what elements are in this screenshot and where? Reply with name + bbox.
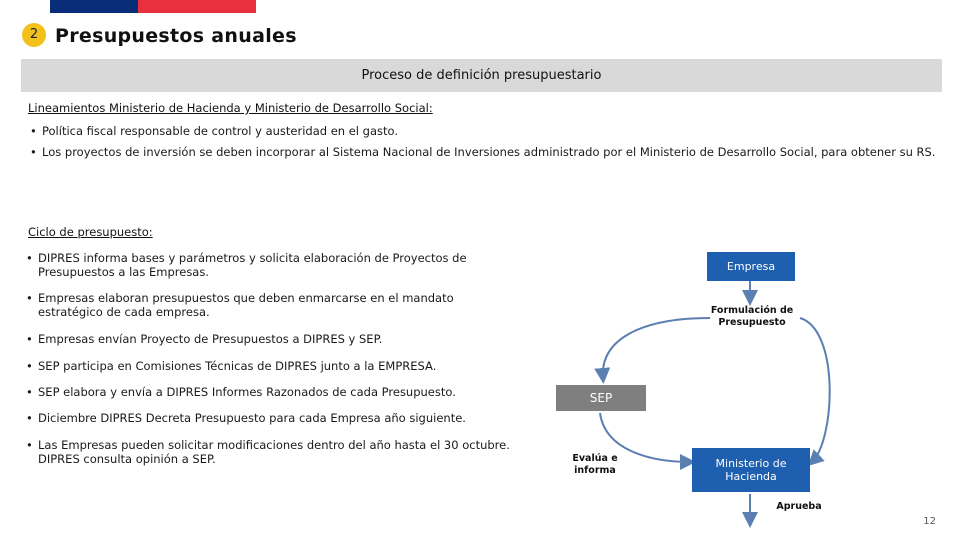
ministerio-box: Ministerio de Hacienda [692, 448, 810, 492]
section-number-badge: 2 [22, 23, 46, 47]
aprueba-label: Aprueba [776, 501, 822, 512]
page-title: Presupuestos anuales [55, 25, 297, 47]
cycle-bullet: • Diciembre DIPRES Decreta Presupuesto para cada Empresa año siguiente. [26, 411, 546, 425]
guideline-bullet: • Los proyectos de inversión se deben incorporar al Sistema Nacional de Inversiones administrado por el Ministerio de Desarrollo Social, para obtener su RS. [30, 145, 940, 159]
cycle-bullet: • SEP elabora y envía a DIPRES Informes Razonados de cada Presupuesto. [26, 385, 546, 399]
guidelines-heading: Lineamientos Ministerio de Hacienda y Ministerio de Desarrollo Social: [28, 101, 433, 115]
page-number: 12 [923, 516, 936, 527]
sep-box: SEP [556, 385, 646, 411]
cycle-bullet: • Las Empresas pueden solicitar modificaciones dentro del año hasta el 30 octubre. DIPRES consulta opinión a SEP. [26, 438, 536, 466]
cycle-bullet: • Empresas elaboran presupuestos que deben enmarcarse en el mandato estratégico de cada empresa. [26, 291, 501, 319]
cycle-bullet: • Empresas envían Proyecto de Presupuestos a DIPRES y SEP. [26, 332, 546, 346]
cycle-bullet: • DIPRES informa bases y parámetros y solicita elaboración de Proyectos de Presupuestos a las Empresas. [26, 251, 511, 279]
cycle-bullet: • SEP participa en Comisiones Técnicas de DIPRES junto a la EMPRESA. [26, 359, 546, 373]
formulacion-label: Formulación de Presupuesto [710, 305, 794, 328]
section-header-bar: Proceso de definición presupuestario [21, 59, 942, 92]
evalua-label: Evalúa e informa [572, 453, 618, 476]
arrow-formulacion-to-ministerio [800, 318, 830, 462]
cycle-heading: Ciclo de presupuesto: [28, 225, 153, 239]
arrow-formulacion-to-sep [603, 318, 710, 378]
empresa-box: Empresa [707, 252, 795, 281]
guideline-bullet: • Política fiscal responsable de control y austeridad en el gasto. [30, 124, 930, 138]
